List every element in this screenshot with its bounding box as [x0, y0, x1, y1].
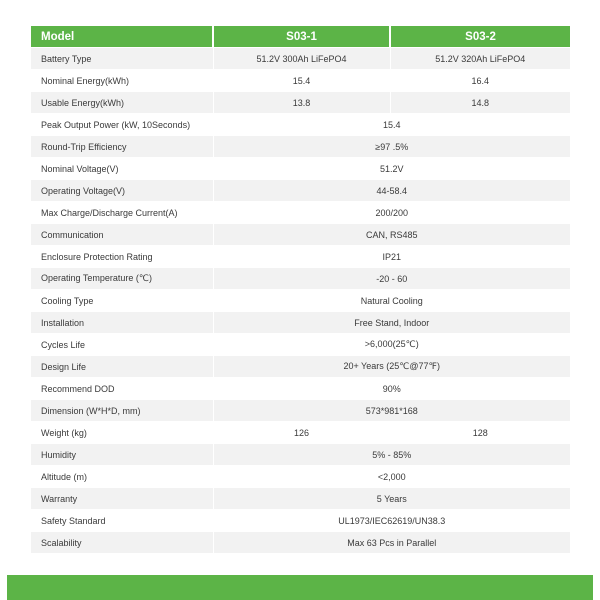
spec-label: Max Charge/Discharge Current(A): [31, 202, 213, 224]
spec-row: [31, 224, 570, 246]
spec-row: [31, 378, 570, 400]
spec-value-shared: 5 Years: [213, 488, 570, 510]
spec-label: Communication: [31, 224, 213, 246]
footer-bar: [7, 575, 593, 600]
spec-row: [31, 246, 570, 268]
spec-row: [31, 510, 570, 532]
spec-table-body: [31, 48, 570, 554]
spec-row: [31, 92, 570, 114]
spec-row: [31, 114, 570, 136]
spec-label: Battery Type: [31, 48, 213, 70]
spec-row: [31, 158, 570, 180]
spec-row: [31, 268, 570, 290]
spec-row: [31, 356, 570, 378]
spec-value-shared: Natural Cooling: [213, 290, 570, 312]
header-model-s03-2: S03-2: [390, 26, 570, 48]
spec-value-model-2: 51.2V 320Ah LiFePO4: [390, 48, 570, 70]
spec-value-shared: 200/200: [213, 202, 570, 224]
spec-value-shared: -20 - 60: [213, 268, 570, 290]
spec-row: [31, 532, 570, 554]
spec-value-model-1: 51.2V 300Ah LiFePO4: [213, 48, 390, 70]
spec-label: Warranty: [31, 488, 213, 510]
spec-label: Operating Voltage(V): [31, 180, 213, 202]
spec-value-shared: 573*981*168: [213, 400, 570, 422]
spec-value-model-1: 126: [213, 422, 390, 444]
spec-label: Weight (kg): [31, 422, 213, 444]
spec-row: [31, 48, 570, 70]
spec-label: Humidity: [31, 444, 213, 466]
header-model-label: Model: [31, 26, 213, 48]
spec-row: [31, 400, 570, 422]
spec-value-model-2: 16.4: [390, 70, 570, 92]
spec-label: Cycles Life: [31, 334, 213, 356]
spec-row: [31, 466, 570, 488]
spec-value-model-2: 14.8: [390, 92, 570, 114]
spec-value-shared: UL1973/IEC62619/UN38.3: [213, 510, 570, 532]
spec-label: Altitude (m): [31, 466, 213, 488]
spec-row: [31, 202, 570, 224]
spec-label: Safety Standard: [31, 510, 213, 532]
spec-row: [31, 488, 570, 510]
spec-value-model-1: 15.4: [213, 70, 390, 92]
spec-value-shared: Max 63 Pcs in Parallel: [213, 532, 570, 554]
spec-label: Scalability: [31, 532, 213, 554]
spec-value-shared: ≥97 .5%: [213, 136, 570, 158]
spec-value-shared: 15.4: [213, 114, 570, 136]
spec-label: Recommend DOD: [31, 378, 213, 400]
spec-value-model-1: 13.8: [213, 92, 390, 114]
spec-value-shared: 90%: [213, 378, 570, 400]
spec-row: [31, 180, 570, 202]
spec-table: [31, 26, 570, 553]
spec-label: Dimension (W*H*D, mm): [31, 400, 213, 422]
spec-label: Usable Energy(kWh): [31, 92, 213, 114]
spec-value-model-2: 128: [390, 422, 570, 444]
spec-value-shared: <2,000: [213, 466, 570, 488]
spec-row: [31, 334, 570, 356]
spec-label: Installation: [31, 312, 213, 334]
spec-value-shared: >6,000(25℃): [213, 334, 570, 356]
spec-value-shared: 51.2V: [213, 158, 570, 180]
spec-label: Design Life: [31, 356, 213, 378]
spec-table-header: [31, 26, 570, 48]
spec-row: [31, 70, 570, 92]
spec-label: Nominal Voltage(V): [31, 158, 213, 180]
spec-row: [31, 444, 570, 466]
spec-label: Round-Trip Efficiency: [31, 136, 213, 158]
spec-row: [31, 290, 570, 312]
spec-value-shared: CAN, RS485: [213, 224, 570, 246]
spec-row: [31, 422, 570, 444]
header-row: [31, 26, 570, 48]
spec-value-shared: 44-58.4: [213, 180, 570, 202]
spec-value-shared: 20+ Years (25℃@77℉): [213, 356, 570, 378]
spec-row: [31, 136, 570, 158]
header-model-s03-1: S03-1: [213, 26, 390, 48]
spec-label: Cooling Type: [31, 290, 213, 312]
spec-row: [31, 312, 570, 334]
spec-value-shared: 5% - 85%: [213, 444, 570, 466]
spec-label: Operating Temperature (℃): [31, 268, 213, 290]
spec-value-shared: IP21: [213, 246, 570, 268]
spec-label: Enclosure Protection Rating: [31, 246, 213, 268]
spec-label: Nominal Energy(kWh): [31, 70, 213, 92]
spec-label: Peak Output Power (kW, 10Seconds): [31, 114, 213, 136]
spec-value-shared: Free Stand, Indoor: [213, 312, 570, 334]
